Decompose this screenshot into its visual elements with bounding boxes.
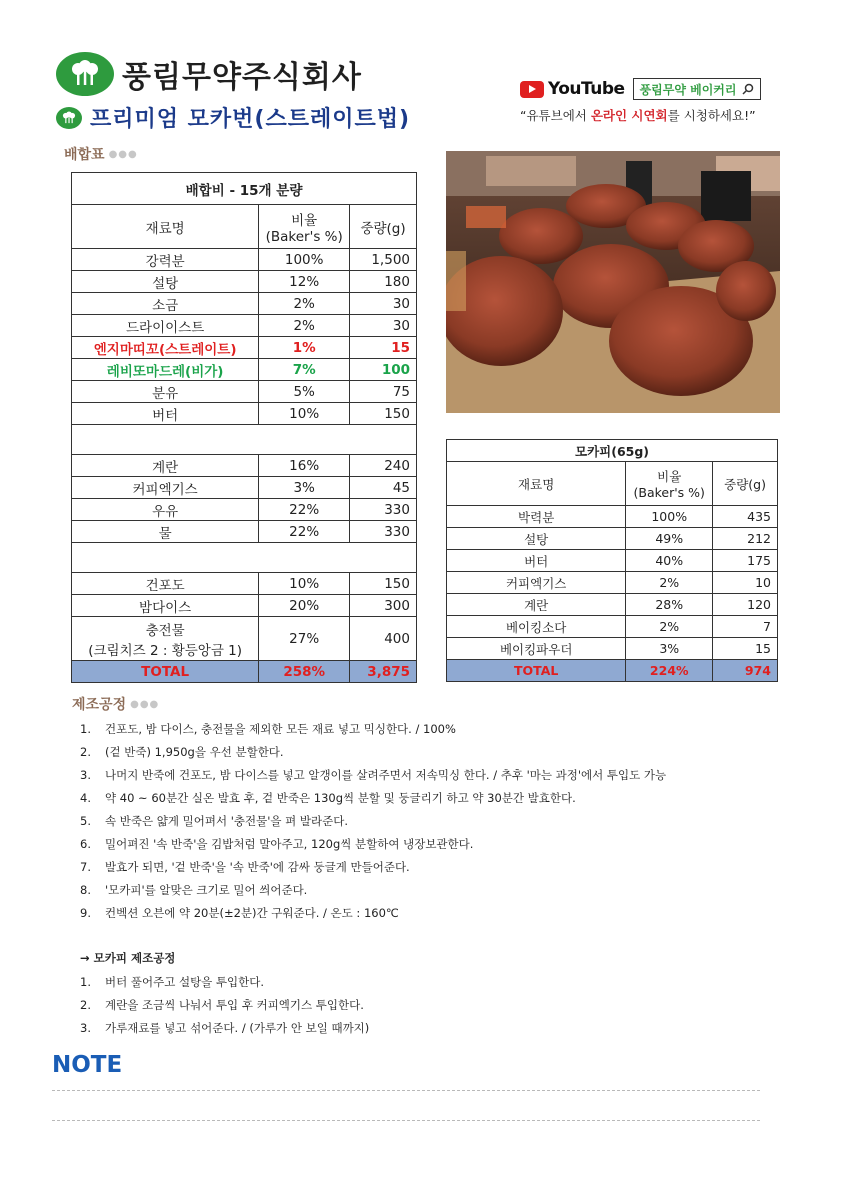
blank-row [72, 425, 417, 455]
table-row [447, 594, 778, 616]
ingredient-ratio: 5% [259, 381, 350, 403]
table-row [447, 550, 778, 572]
ingredient-weight: 180 [350, 271, 417, 293]
step-number: 8. [80, 882, 91, 897]
step-item [80, 763, 666, 786]
ingredient-ratio: 10% [259, 573, 350, 595]
ingredient-weight: 15 [350, 337, 417, 359]
step-number: 6. [80, 836, 91, 851]
step-item [80, 970, 369, 993]
ingredient-ratio: 27% [259, 617, 350, 661]
step-item [80, 740, 666, 763]
recipe-table [71, 172, 417, 683]
step-text: 계란을 조금씩 나눠서 투입 후 커피엑기스 투입한다. [105, 997, 364, 1012]
play-icon [520, 81, 544, 98]
step-number: 1. [80, 974, 91, 989]
caption-pre: “유튜브에서 [520, 108, 591, 123]
ingredient-weight: 7 [713, 616, 778, 638]
table-row [447, 616, 778, 638]
ingredient-name: 물 [72, 521, 259, 543]
col-ratio-header: 비율 (Baker's %) [626, 462, 713, 506]
ingredient-name: 밤다이스 [72, 595, 259, 617]
tree-small-icon [56, 107, 82, 129]
process-steps [80, 717, 666, 924]
dots-decoration: ●●● [108, 148, 138, 160]
blank-row [72, 543, 417, 573]
step-item [80, 809, 666, 832]
ingredient-ratio: 1% [259, 337, 350, 359]
ingredient-weight: 1,500 [350, 249, 417, 271]
step-text: 약 40 ~ 60분간 실온 발효 후, 겉 반죽은 130g씩 분할 및 둥글리기 하고 약 30분간 발효한다. [105, 790, 576, 805]
step-text: '모카피'를 알맞은 크기로 밀어 씌어준다. [105, 882, 308, 897]
step-text: 버터 풀어주고 설탕을 투입한다. [105, 974, 265, 989]
caption-highlight: 온라인 시연회 [590, 108, 668, 123]
company-logo [56, 52, 362, 96]
ingredient-ratio: 12% [259, 271, 350, 293]
note-line [52, 1120, 760, 1121]
table-row [72, 249, 417, 271]
ingredient-ratio: 100% [259, 249, 350, 271]
ingredient-name: 레비또마드레(비가) [72, 359, 259, 381]
ingredient-weight: 330 [350, 521, 417, 543]
ingredient-ratio: 3% [626, 638, 713, 660]
total-weight: 974 [713, 660, 778, 682]
ingredient-name: 소금 [72, 293, 259, 315]
ingredient-weight: 120 [713, 594, 778, 616]
step-number: 9. [80, 905, 91, 920]
ingredient-name: 커피엑기스 [72, 477, 259, 499]
process-section-title [72, 694, 159, 714]
tree-logo-icon [56, 52, 114, 96]
ingredient-name: 충전물 (크림치즈 2 : 황등앙금 1) [72, 617, 259, 661]
ingredient-weight: 45 [350, 477, 417, 499]
ingredient-ratio: 49% [626, 528, 713, 550]
step-item [80, 993, 369, 1016]
total-ratio: 258% [259, 661, 350, 683]
ingredient-ratio: 40% [626, 550, 713, 572]
mocha-process-title: → 모카피 제조공정 [80, 951, 176, 965]
ingredient-name: 계란 [447, 594, 626, 616]
step-number: 3. [80, 767, 91, 782]
youtube-word: YouTube [548, 79, 625, 99]
total-ratio: 224% [626, 660, 713, 682]
ingredient-name: 설탕 [72, 271, 259, 293]
step-number: 4. [80, 790, 91, 805]
ingredient-ratio: 3% [259, 477, 350, 499]
col-ratio-header: 비율 (Baker's %) [259, 205, 350, 249]
ingredient-weight: 435 [713, 506, 778, 528]
step-text: 속 반죽은 얇게 밀어펴서 '충전물'을 펴 발라준다. [105, 813, 348, 828]
step-text: 컨벡션 오븐에 약 20분(±2분)간 구워준다. / 온도 : 160℃ [105, 905, 399, 920]
step-number: 2. [80, 997, 91, 1012]
ingredient-weight: 150 [350, 573, 417, 595]
search-label: 풍림무약 베이커리 [639, 82, 737, 97]
step-number: 7. [80, 859, 91, 874]
ingredient-ratio: 16% [259, 455, 350, 477]
step-item [80, 878, 666, 901]
step-text: 나머지 반죽에 건포도, 밤 다이스를 넣고 알갱이를 살려주면서 저속믹싱 한다. / 추후 '마는 과정'에서 투입도 가능 [105, 767, 667, 782]
ingredient-ratio: 10% [259, 403, 350, 425]
step-item [80, 855, 666, 878]
table-row [72, 617, 417, 661]
ingredient-name: 베이킹소다 [447, 616, 626, 638]
step-text: (겉 반죽) 1,950g을 우선 분할한다. [105, 744, 284, 759]
mocha-topping-table [446, 439, 778, 682]
ingredient-name: 계란 [72, 455, 259, 477]
step-number: 1. [80, 721, 91, 736]
ingredient-weight: 30 [350, 315, 417, 337]
total-label: TOTAL [72, 661, 259, 683]
ingredient-name: 설탕 [447, 528, 626, 550]
ingredient-weight: 30 [350, 293, 417, 315]
col-weight-header: 중량(g) [713, 462, 778, 506]
table-row [72, 337, 417, 359]
total-weight: 3,875 [350, 661, 417, 683]
ingredient-ratio: 2% [259, 315, 350, 337]
ingredient-name: 분유 [72, 381, 259, 403]
table-row [72, 403, 417, 425]
ingredient-weight: 10 [713, 572, 778, 594]
ingredient-weight: 330 [350, 499, 417, 521]
caption-post: 를 시청하세요!” [667, 108, 756, 123]
step-number: 3. [80, 1020, 91, 1035]
ingredient-name: 건포도 [72, 573, 259, 595]
table-row [447, 572, 778, 594]
step-item [80, 717, 666, 740]
ingredient-weight: 300 [350, 595, 417, 617]
table-row [447, 528, 778, 550]
table-row [447, 506, 778, 528]
table-row [72, 359, 417, 381]
ingredient-weight: 400 [350, 617, 417, 661]
ingredient-ratio: 28% [626, 594, 713, 616]
ingredient-ratio: 2% [626, 572, 713, 594]
page-title: 프리미엄 모카번(스트레이트법) [90, 107, 411, 132]
ingredient-ratio: 7% [259, 359, 350, 381]
note-line [52, 1090, 760, 1091]
table-row [72, 521, 417, 543]
col-name-header: 재료명 [447, 462, 626, 506]
table-row [72, 315, 417, 337]
ingredient-ratio: 20% [259, 595, 350, 617]
ingredient-name: 박력분 [447, 506, 626, 528]
dots-decoration: ●●● [130, 698, 160, 710]
table-header [72, 205, 417, 249]
ingredient-weight: 100 [350, 359, 417, 381]
mocha-process-steps [80, 970, 369, 1039]
table-row [72, 455, 417, 477]
ingredient-ratio: 22% [259, 521, 350, 543]
recipe-table-caption: 배합비 - 15개 분량 [72, 173, 417, 205]
step-text: 가루재료를 넣고 섞어준다. / (가루가 안 보일 때까지) [105, 1020, 370, 1035]
page-title-row [56, 102, 410, 133]
total-row [72, 661, 417, 683]
ingredient-weight: 212 [713, 528, 778, 550]
table-row [72, 573, 417, 595]
ingredient-ratio: 2% [626, 616, 713, 638]
ingredient-weight: 150 [350, 403, 417, 425]
table-header [447, 462, 778, 506]
step-text: 밀어펴진 '속 반죽'을 김밥처럼 말아주고, 120g씩 분할하여 냉장보관한다. [105, 836, 474, 851]
table-row [72, 477, 417, 499]
total-row [447, 660, 778, 682]
recipe-section-title [64, 144, 138, 164]
step-item [80, 901, 666, 924]
table-row [72, 499, 417, 521]
mocha-bun-photo [446, 151, 780, 413]
table-row [72, 271, 417, 293]
ingredient-name: 베이킹파우더 [447, 638, 626, 660]
youtube-banner [520, 78, 761, 100]
ingredient-weight: 15 [713, 638, 778, 660]
ingredient-name: 버터 [72, 403, 259, 425]
ingredient-ratio: 22% [259, 499, 350, 521]
col-weight-header: 중량(g) [350, 205, 417, 249]
ingredient-name: 드라이이스트 [72, 315, 259, 337]
youtube-logo[interactable] [520, 79, 625, 99]
ingredient-weight: 75 [350, 381, 417, 403]
ingredient-weight: 175 [713, 550, 778, 572]
ingredient-ratio: 100% [626, 506, 713, 528]
ingredient-name: 커피엑기스 [447, 572, 626, 594]
ingredient-weight: 240 [350, 455, 417, 477]
total-label: TOTAL [447, 660, 626, 682]
table-row [72, 381, 417, 403]
recipe-section-label: 배합표 [64, 147, 105, 163]
ingredient-name: 버터 [447, 550, 626, 572]
table-row [72, 595, 417, 617]
step-item [80, 786, 666, 809]
ingredient-name: 우유 [72, 499, 259, 521]
company-name: 풍림무약주식회사 [122, 60, 362, 95]
step-text: 건포도, 밤 다이스, 충전물을 제외한 모든 재료 넣고 믹싱한다. / 100% [105, 721, 456, 736]
step-number: 2. [80, 744, 91, 759]
table-row [72, 293, 417, 315]
table-row [447, 638, 778, 660]
note-title: NOTE [52, 1052, 123, 1078]
process-section-label: 제조공정 [72, 697, 127, 713]
step-item [80, 1016, 369, 1039]
step-item [80, 832, 666, 855]
step-number: 5. [80, 813, 91, 828]
col-name-header: 재료명 [72, 205, 259, 249]
step-text: 발효가 되면, '겉 반죽'을 '속 반죽'에 감싸 둥글게 만들어준다. [105, 859, 410, 874]
ingredient-name: 엔지마띠꼬(스트레이트) [72, 337, 259, 359]
youtube-search-box[interactable] [633, 78, 762, 100]
ingredient-name: 강력분 [72, 249, 259, 271]
ingredient-ratio: 2% [259, 293, 350, 315]
search-icon [742, 83, 754, 95]
mocha-table-caption: 모카피(65g) [447, 440, 778, 462]
youtube-caption [520, 106, 756, 124]
